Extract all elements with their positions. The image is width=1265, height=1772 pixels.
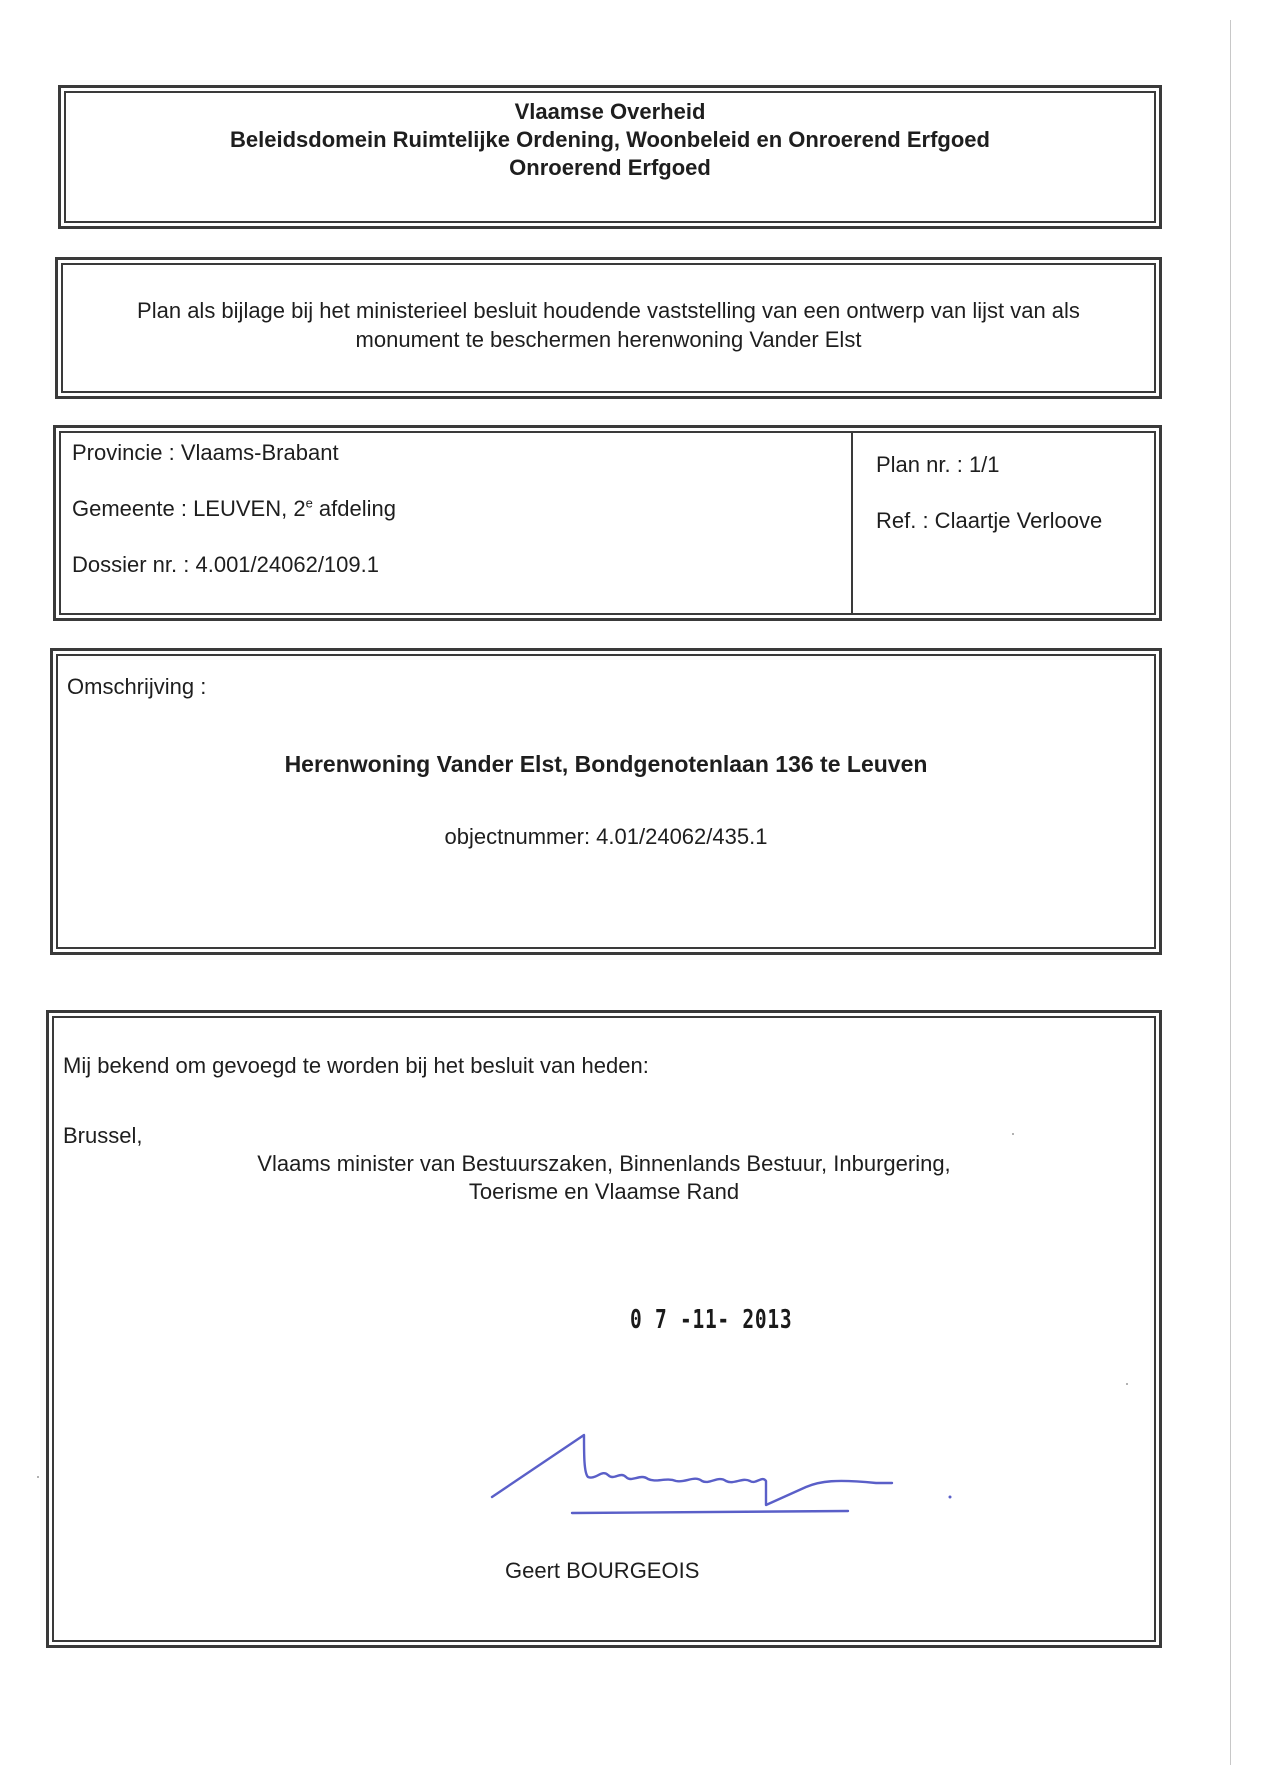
gemeente-text: Gemeente : LEUVEN, 2 [72, 496, 306, 521]
scan-speck [37, 1476, 39, 1478]
description-box [50, 648, 1162, 955]
header-line-policy-domain: Beleidsdomein Ruimtelijke Ordening, Woonbeleid en Onroerend Erfgoed [230, 127, 990, 152]
description-label: Omschrijving : [67, 674, 207, 699]
acknowledgement-text: Mij bekend om gevoegd te worden bij het besluit van heden: [63, 1053, 649, 1078]
info-divider [851, 433, 853, 613]
gemeente-field [72, 496, 396, 522]
place-text: Brussel, [63, 1123, 143, 1148]
signatory-name: Geert BOURGEOIS [505, 1558, 700, 1583]
signature-stroke [492, 1435, 892, 1505]
reference-field: Ref. : Claartje Verloove [876, 508, 1103, 533]
minister-title-line-1: Vlaams minister van Bestuurszaken, Binnenlands Bestuur, Inburgering, [257, 1151, 951, 1176]
handwritten-signature [480, 1425, 980, 1545]
minister-title-line-2: Toerisme en Vlaamse Rand [468, 1179, 740, 1204]
object-number: objectnummer: 4.01/24062/435.1 [444, 824, 768, 849]
scan-speck [1126, 1383, 1128, 1385]
signature-dot [949, 1496, 952, 1499]
date-stamp: 0 7 -11- 2013 [630, 1305, 793, 1335]
description-title: Herenwoning Vander Elst, Bondgenotenlaan 136 te Leuven [284, 751, 928, 777]
header-line-authority: Vlaamse Overheid [514, 99, 706, 124]
plan-line-1: Plan als bijlage bij het ministerieel besluit houdende vaststelling van een ontwerp van lijst van als [137, 298, 1080, 323]
gemeente-suffix: afdeling [312, 496, 396, 521]
signature-underline [572, 1511, 848, 1513]
plan-box [55, 257, 1162, 399]
dossier-field: Dossier nr. : 4.001/24062/109.1 [72, 552, 379, 577]
gemeente-superscript: e [305, 495, 313, 511]
plan-number-field: Plan nr. : 1/1 [876, 452, 1000, 477]
info-box [53, 425, 1162, 621]
header-line-agency: Onroerend Erfgoed [509, 155, 711, 180]
signature-box [46, 1010, 1162, 1648]
scan-speck [1012, 1133, 1014, 1135]
header-box [58, 85, 1162, 229]
plan-line-2: monument te beschermen herenwoning Vander Elst [355, 327, 862, 352]
provincie-field: Provincie : Vlaams-Brabant [72, 440, 339, 465]
scan-edge-line [1230, 20, 1231, 1765]
